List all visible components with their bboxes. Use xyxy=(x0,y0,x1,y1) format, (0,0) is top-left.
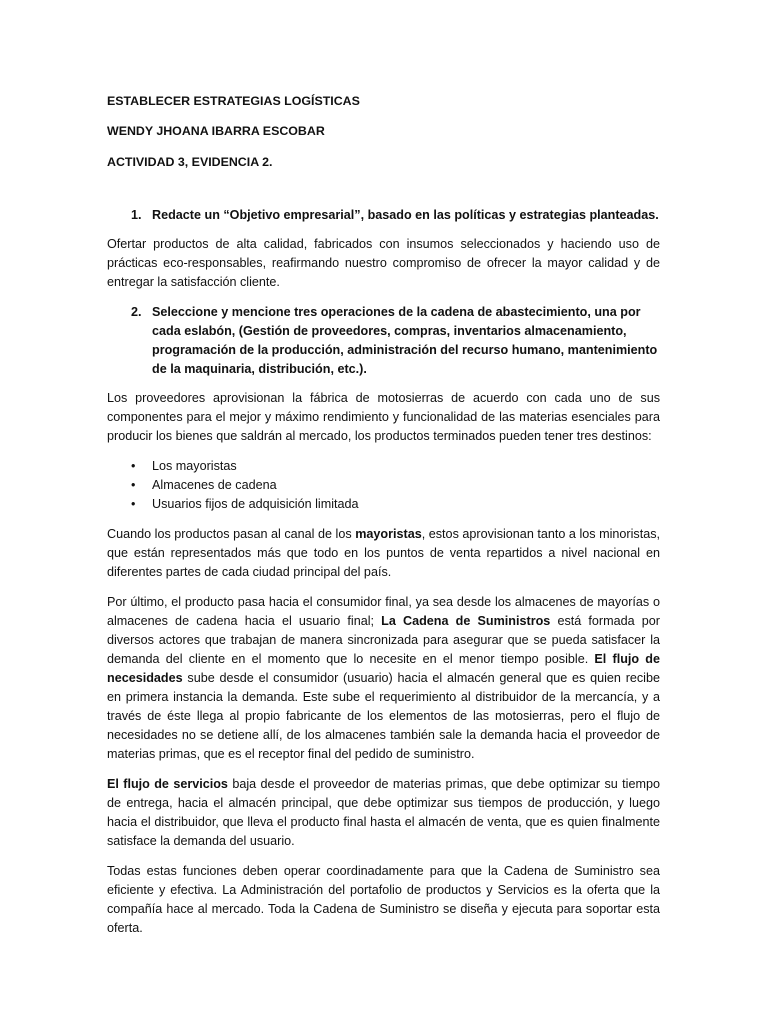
list-item-text: Los mayoristas xyxy=(152,459,237,473)
text-run: está formada por diversos actores que trabajan de manera sincronizada para asegurar que se pueda satisfacer la demanda del cliente en el momento que lo necesite en el menor tiempo posible. xyxy=(107,614,660,666)
bold-term: La Cadena de Suministros xyxy=(381,614,551,628)
list-item xyxy=(107,495,660,514)
answer-1: Ofertar productos de alta calidad, fabricados con insumos seleccionados y haciendo uso de prácticas eco-responsables, reafirmando nuestro compromiso de ofrecer la mayor calidad y de entregar la satisfacción cliente. xyxy=(107,237,660,289)
list-item xyxy=(107,476,660,495)
list-item xyxy=(107,457,660,476)
answer-2: Los proveedores aprovisionan la fábrica de motosierras de acuerdo con cada uno de sus componentes para el mejor y máximo rendimiento y funcionalidad de las materias esenciales para producir los bienes que saldrán al mercado, los productos terminados pueden tener tres destinos: xyxy=(107,391,660,443)
question-number: 2. xyxy=(131,305,142,319)
author-name: WENDY JHOANA IBARRA ESCOBAR xyxy=(107,124,325,138)
bullet-icon: • xyxy=(131,478,136,492)
text-run: Por último, el producto pasa hacia el consumidor final, ya sea desde los almacenes de mayorías o almacenes de cadena hacia el usuario final; xyxy=(107,595,660,628)
destinations-list xyxy=(107,457,660,514)
document-title: ESTABLECER ESTRATEGIAS LOGÍSTICAS xyxy=(107,94,360,108)
paragraph-supply-chain xyxy=(107,593,660,764)
question-text: Redacte un “Objetivo empresarial”, basado en las políticas y estrategias planteadas. xyxy=(152,208,659,222)
paragraph-service-flow xyxy=(107,775,660,851)
bullet-icon: • xyxy=(131,459,136,473)
document-body xyxy=(107,206,660,949)
activity-label: ACTIVIDAD 3, EVIDENCIA 2. xyxy=(107,155,273,169)
question-number: 1. xyxy=(131,208,142,222)
text-run: baja desde el proveedor de materias primas, que debe optimizar su tiempo de entrega, hacia el almacén principal, que debe optimizar sus tiempos de producción, y luego hacia el distribuidor, que lleva el producto final hasta el almacén de venta, que es quien finalmente satisface la demanda del usuario. xyxy=(107,777,660,848)
bold-term: El flujo de necesidades xyxy=(107,652,660,685)
bold-term: mayoristas xyxy=(355,527,422,541)
paragraph-conclusion: Todas estas funciones deben operar coordinadamente para que la Cadena de Suministro sea eficiente y efectiva. La Administración del portafolio de productos y Servicios es la oferta que la compañía hace al mercado. Toda la Cadena de Suministro se diseña y ejecuta para soportar esta oferta. xyxy=(107,864,660,935)
list-item-text: Almacenes de cadena xyxy=(152,478,277,492)
bold-term: El flujo de servicios xyxy=(107,777,228,791)
question-1 xyxy=(107,206,660,225)
question-2 xyxy=(107,303,660,379)
text-run: Cuando los productos pasan al canal de los xyxy=(107,527,356,541)
bullet-icon: • xyxy=(131,497,136,511)
text-run: sube desde el consumidor (usuario) hacia el almacén general que es quien recibe en primera instancia la demanda. Este sube el requerimiento al distribuidor de la mercancía, y a través de éste llega al propio fabricante de los elementos de las motosierras, pero el flujo de necesidades no se detiene allí, de los almacenes también sale la demanda hacia el proveedor de materias primas, que es el receptor final del pedido de suministro. xyxy=(107,671,660,761)
list-item-text: Usuarios fijos de adquisición limitada xyxy=(152,497,359,511)
paragraph-mayoristas xyxy=(107,525,660,582)
question-text: Seleccione y mencione tres operaciones de la cadena de abastecimiento, una por cada eslabón, (Gestión de proveedores, compras, inventarios almacenamiento, programación de la producción, administración del recurso humano, mantenimiento de la maquinaria, distribución, etc.). xyxy=(152,305,658,376)
text-run: , estos aprovisionan tanto a los minoristas, que están representados más que todo en los puntos de venta repartidos a nivel nacional en diferentes partes de cada ciudad principal del país. xyxy=(107,527,660,579)
